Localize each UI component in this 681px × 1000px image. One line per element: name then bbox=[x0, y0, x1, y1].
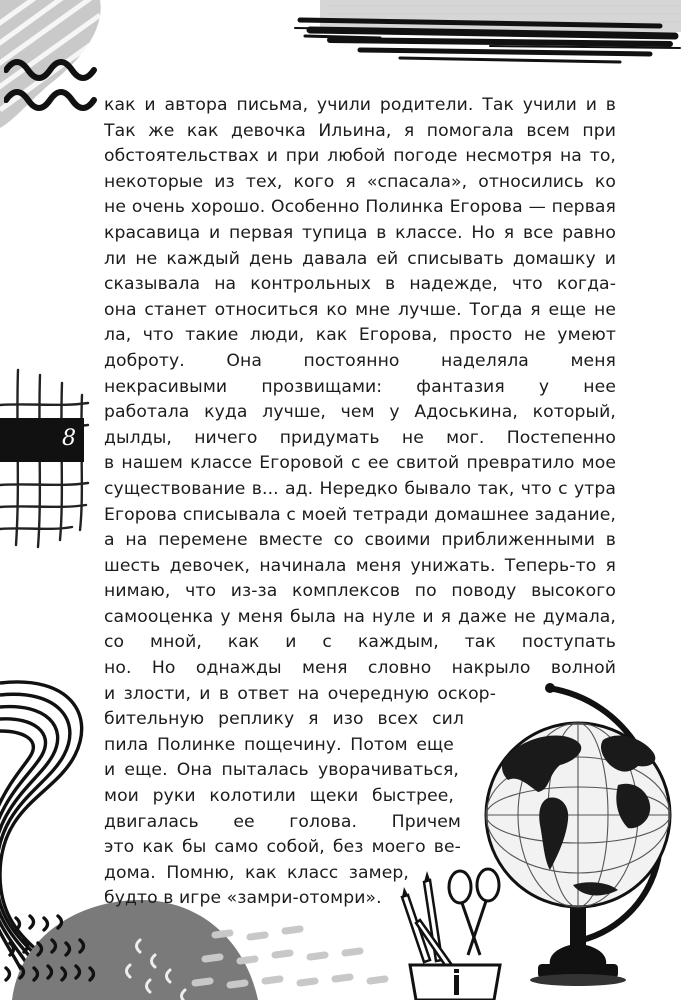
brush-stroke-decoration bbox=[290, 0, 681, 80]
page-number-tab bbox=[0, 418, 84, 462]
text-line: двигалась ее голова. Причем bbox=[104, 811, 461, 832]
text-line: не очень хорошо. Особенно Полинка Егорова — первая bbox=[104, 197, 616, 218]
text-line: со мной, как и с каждым, так поступать bbox=[104, 632, 616, 653]
text-line: некоторые из тех, кого я «спасала», относились ко bbox=[104, 171, 616, 192]
page-number: 8 bbox=[62, 426, 76, 451]
text-line: будто в игре «замри-отомри». bbox=[104, 888, 382, 909]
text-line: Так же как девочка Ильина, я помогала всем при bbox=[104, 120, 616, 141]
text-line: красавица и первая тупица в классе. Но я все равно bbox=[104, 222, 616, 243]
grey-dashes-decoration bbox=[185, 925, 415, 1000]
text-line: как и автора письма, учили родители. Так учили и в bbox=[104, 95, 616, 115]
text-line: ла, что такие люди, как Егорова, просто не умеют bbox=[104, 325, 616, 346]
text-line: пила Полинке пощечину. Потом еще bbox=[104, 734, 454, 755]
text-line: бительную реплику я изо всех сил bbox=[104, 709, 464, 730]
text-line: в нашем классе Егоровой с ее свитой превратило мое bbox=[104, 453, 616, 474]
text-line: но. Но однажды меня словно накрыло волной bbox=[104, 658, 616, 679]
text-line: самооценка у меня была на нуле и я даже не думала, bbox=[104, 606, 616, 627]
wavy-lines-decoration bbox=[4, 50, 99, 120]
text-line: некрасивыми прозвищами: фантазия у нее bbox=[104, 376, 616, 397]
text-line: доброту. Она постоянно наделяла меня bbox=[104, 350, 616, 371]
body-text bbox=[104, 93, 616, 912]
text-line: нимаю, что из-за комплексов по поводу высокого bbox=[104, 581, 616, 602]
text-line: Егорова списывала с моей тетради домашнее задание, bbox=[104, 504, 616, 525]
text-line: обстоятельствах и при любой погоде несмотря на то, bbox=[104, 146, 616, 167]
text-line: существование в... ад. Нередко бывало так, что с утра bbox=[104, 478, 616, 499]
text-line: дылды, ничего придумать не мог. Постепенно bbox=[104, 427, 616, 448]
text-line: сказывала на контрольных в надежде, что когда- bbox=[104, 274, 616, 295]
text-line: а на перемене вместе со своими приближенными в bbox=[104, 530, 616, 551]
text-line: и злости, и в ответ на очередную оскор- bbox=[104, 683, 496, 704]
text-line: ли не каждый день давала ей списывать домашку и bbox=[104, 248, 616, 269]
text-line: шесть девочек, начинала меня унижать. Теперь-то я bbox=[104, 555, 616, 576]
text-line: работала куда лучше, чем у Адоськина, который, bbox=[104, 402, 616, 423]
text-line: она станет относиться ко мне лучше. Тогда я еще не bbox=[104, 299, 616, 320]
text-line: дома. Помню, как класс замер, bbox=[104, 862, 409, 883]
text-line: и еще. Она пыталась уворачиваться, bbox=[104, 760, 459, 781]
text-line: мои руки колотили щеки быстрее, bbox=[104, 786, 454, 807]
text-line: это как бы само собой, без моего ве- bbox=[104, 837, 461, 858]
